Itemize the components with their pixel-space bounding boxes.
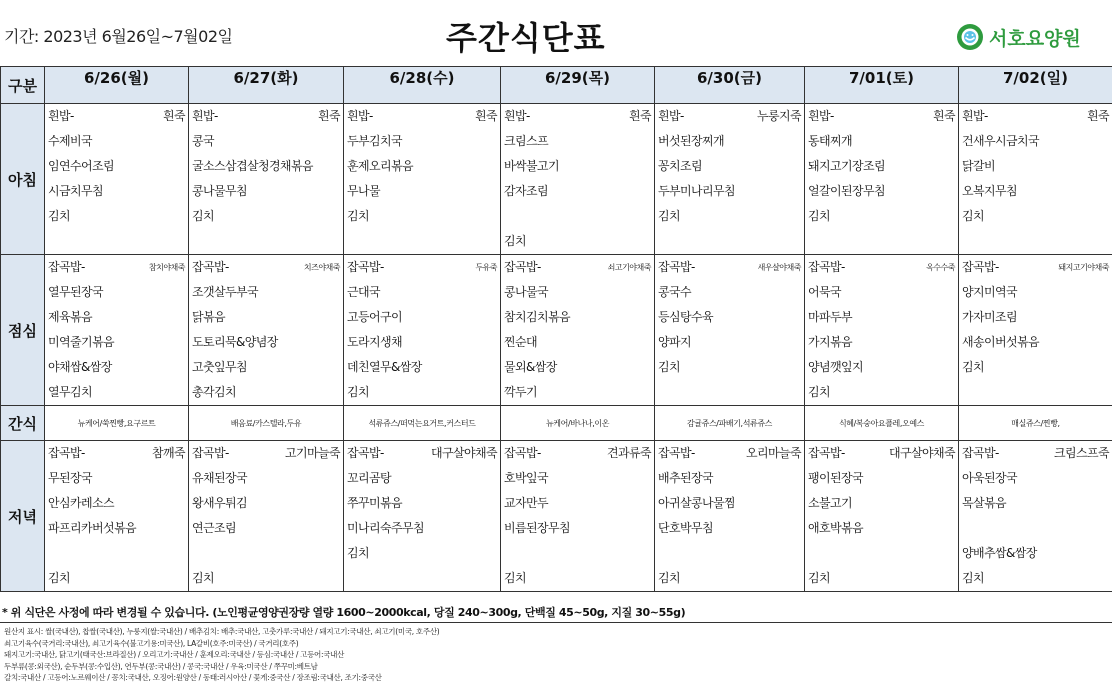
porridge-item: 치즈야채죽	[303, 263, 340, 272]
snack-row	[1, 406, 1112, 441]
porridge-item: 대구살야채죽	[889, 446, 955, 460]
snack-item: 식혜/복숭아요플레,오예스	[805, 406, 959, 441]
snack-item: 석류쥬스/떠먹는요거트,커스터드	[344, 406, 501, 441]
menu-item: 크림스프	[504, 134, 548, 148]
menu-item: 도토리묵&양념장	[192, 335, 278, 349]
menu-item: 연근조림	[192, 521, 236, 535]
menu-cell	[45, 104, 189, 255]
menu-item	[344, 229, 500, 254]
menu-item: 김치	[962, 209, 984, 223]
menu-cell	[805, 441, 959, 592]
menu-item: 양파지	[658, 335, 691, 349]
menu-item: 어묵국	[808, 285, 841, 299]
origin-info	[4, 626, 1108, 684]
meal-label: 간식	[1, 406, 45, 441]
porridge-item: 흰죽	[475, 109, 497, 123]
menu-item	[189, 541, 343, 566]
porridge-item: 쇠고기야채죽	[607, 263, 651, 272]
breakfast-row	[1, 104, 1112, 255]
rice-porridge-line	[959, 104, 1112, 129]
rice-item: 잡곡밥-	[962, 446, 999, 460]
menu-item	[959, 380, 1112, 405]
menu-item: 야채쌈&쌈장	[48, 360, 112, 374]
menu-item	[45, 541, 188, 566]
menu-item: 유채된장국	[192, 471, 247, 485]
menu-item: 열무된장국	[48, 285, 103, 299]
rice-porridge-line	[805, 441, 958, 466]
menu-item	[805, 541, 958, 566]
porridge-item: 흰죽	[1087, 109, 1109, 123]
menu-item: 두부미나리무침	[658, 184, 735, 198]
porridge-item: 흰죽	[629, 109, 651, 123]
menu-item: 굴소스삼겹살청경채볶음	[192, 159, 313, 173]
rice-porridge-line	[501, 441, 654, 466]
menu-cell	[501, 255, 655, 406]
rice-porridge-line	[805, 104, 958, 129]
smile-logo-icon	[955, 22, 985, 52]
menu-item: 미역줄기볶음	[48, 335, 114, 349]
rice-porridge-line	[655, 255, 804, 280]
origin-line: 갈치:국내산 / 고등어:노르웨이산 / 꽁치:국내산, 오징어:원양산 / 동태:러시아산 / 꽃게:중국산 / 장조림:국내산, 조기:중국산	[4, 673, 382, 683]
menu-cell	[501, 441, 655, 592]
menu-item: 콩국	[192, 134, 214, 148]
period-label: 기간: 2023년 6월26일~7월02일	[4, 27, 233, 46]
menu-cell	[959, 255, 1112, 406]
lunch-row	[1, 255, 1112, 406]
menu-item: 김치	[808, 209, 830, 223]
menu-item: 가자미조림	[962, 310, 1017, 324]
porridge-item: 참깨죽	[152, 446, 185, 460]
rice-item: 흰밥-	[658, 109, 684, 123]
menu-cell	[655, 255, 805, 406]
day-header: 6/30(금)	[655, 67, 805, 104]
dinner-row	[1, 441, 1112, 592]
menu-cell	[189, 104, 344, 255]
porridge-item: 오리마늘죽	[746, 446, 801, 460]
menu-item: 양배추쌈&쌈장	[962, 546, 1037, 560]
rice-item: 잡곡밥-	[347, 260, 384, 274]
rice-porridge-line	[189, 441, 343, 466]
rice-item: 잡곡밥-	[658, 260, 695, 274]
menu-item: 총각김치	[192, 385, 236, 399]
rice-porridge-line	[959, 441, 1112, 466]
menu-item: 목살볶음	[962, 496, 1006, 510]
porridge-item: 새우살야채죽	[757, 263, 801, 272]
menu-cell	[959, 104, 1112, 255]
menu-item: 아욱된장국	[962, 471, 1017, 485]
menu-item: 고춧잎무침	[192, 360, 247, 374]
porridge-item: 크림스프죽	[1054, 446, 1109, 460]
menu-item: 김치	[504, 234, 526, 248]
porridge-item: 돼지고기야채죽	[1058, 263, 1109, 272]
menu-cell	[501, 104, 655, 255]
rice-porridge-line	[189, 255, 343, 280]
menu-item: 김치	[48, 209, 70, 223]
menu-item: 배추된장국	[658, 471, 713, 485]
origin-line: 돼지고기:국내산, 닭고기(태국산:브라질산) / 오리고기:국내산 / 훈제오리:국내산 / 등심:국내산 / 고등어:국내산	[4, 650, 345, 660]
menu-item: 두부김치국	[347, 134, 402, 148]
rice-porridge-line	[45, 104, 188, 129]
menu-item: 안심카레소스	[48, 496, 114, 510]
logo-text: 서호요양원	[989, 27, 1081, 50]
menu-item: 마파두부	[808, 310, 852, 324]
porridge-item: 옥수수죽	[926, 263, 955, 272]
meal-label: 점심	[1, 255, 45, 406]
menu-item: 임연수어조림	[48, 159, 114, 173]
menu-item: 김치	[48, 571, 70, 585]
menu-cell	[189, 441, 344, 592]
menu-item: 양지미역국	[962, 285, 1017, 299]
header-row	[1, 67, 1112, 104]
menu-item	[655, 229, 804, 254]
menu-item: 조갯살두부국	[192, 285, 258, 299]
day-header: 6/29(목)	[501, 67, 655, 104]
rice-item: 잡곡밥-	[347, 446, 384, 460]
menu-item: 등심탕수육	[658, 310, 713, 324]
menu-item: 콩나물무침	[192, 184, 247, 198]
menu-item: 감자조림	[504, 184, 548, 198]
rice-porridge-line	[45, 441, 188, 466]
menu-cell	[655, 441, 805, 592]
menu-item: 김치	[658, 571, 680, 585]
menu-item	[959, 229, 1112, 254]
menu-item	[501, 204, 654, 229]
menu-item: 시금치무침	[48, 184, 103, 198]
menu-cell	[45, 441, 189, 592]
rice-item: 흰밥-	[504, 109, 530, 123]
day-header: 7/02(일)	[959, 67, 1112, 104]
rice-item: 잡곡밥-	[192, 446, 229, 460]
menu-item: 근대국	[347, 285, 380, 299]
menu-cell	[344, 441, 501, 592]
menu-item: 바싹불고기	[504, 159, 559, 173]
menu-item: 얼갈이된장무침	[808, 184, 885, 198]
origin-line: 원산지 표시: 쌀(국내산), 찹쌀(국내산), 누룽지(쌀:국내산) / 배추김치: 배추:국내산, 고춧가루:국내산 / 돼지고기:국내산, 쇠고기(미국, 호주산)	[4, 627, 440, 636]
menu-item: 김치	[658, 209, 680, 223]
porridge-item: 두유죽	[475, 263, 497, 272]
menu-item: 꽁치조림	[658, 159, 702, 173]
notice-text: * 위 식단은 사정에 따라 변경될 수 있습니다. (노인평균영양권장량 열량 1600~2000kcal, 당질 240~300g, 단백질 45~50g, 지질 30~55g)	[2, 606, 686, 619]
menu-item: 팽이된장국	[808, 471, 863, 485]
menu-item: 새송이버섯볶음	[962, 335, 1039, 349]
menu-item	[501, 541, 654, 566]
snack-item: 배음료/카스텔라,두유	[189, 406, 344, 441]
rice-item: 흰밥-	[808, 109, 834, 123]
category-header: 구분	[1, 67, 45, 104]
rice-item: 흰밥-	[48, 109, 74, 123]
menu-item: 비름된장무침	[504, 521, 570, 535]
porridge-item: 누룽지죽	[757, 109, 801, 123]
menu-item: 도라지생채	[347, 335, 402, 349]
day-header: 6/26(월)	[45, 67, 189, 104]
menu-item: 미나리숙주무침	[347, 521, 424, 535]
menu-item	[189, 229, 343, 254]
menu-cell	[344, 104, 501, 255]
menu-item: 양념깻잎지	[808, 360, 863, 374]
menu-item: 훈제오리볶음	[347, 159, 413, 173]
rice-porridge-line	[189, 104, 343, 129]
rice-item: 잡곡밥-	[504, 446, 541, 460]
menu-item: 참치김치볶음	[504, 310, 570, 324]
rice-item: 잡곡밥-	[48, 260, 85, 274]
menu-item: 교자만두	[504, 496, 548, 510]
menu-item: 왕새우튀김	[192, 496, 247, 510]
menu-item: 김치	[347, 546, 369, 560]
menu-cell	[45, 255, 189, 406]
rice-item: 잡곡밥-	[658, 446, 695, 460]
porridge-item: 대구살야채죽	[431, 446, 497, 460]
menu-item: 건새우시금치국	[962, 134, 1039, 148]
menu-item: 물외&쌈장	[504, 360, 557, 374]
menu-item: 애호박볶음	[808, 521, 863, 535]
menu-item: 소불고기	[808, 496, 852, 510]
rice-item: 흰밥-	[962, 109, 988, 123]
page-title: 주간식단표	[446, 19, 606, 57]
menu-item	[805, 229, 958, 254]
menu-item: 무된장국	[48, 471, 92, 485]
menu-item: 제육볶음	[48, 310, 92, 324]
menu-cell	[189, 255, 344, 406]
menu-item: 데친열무&쌈장	[347, 360, 422, 374]
rice-porridge-line	[805, 255, 958, 280]
day-header: 7/01(토)	[805, 67, 959, 104]
rice-porridge-line	[344, 104, 500, 129]
menu-item: 가지볶음	[808, 335, 852, 349]
rice-item: 잡곡밥-	[192, 260, 229, 274]
menu-item: 단호박무침	[658, 521, 713, 535]
menu-item: 수제비국	[48, 134, 92, 148]
snack-item: 뉴케어/쑥찐빵,요구르트	[45, 406, 189, 441]
porridge-item: 고기마늘죽	[285, 446, 340, 460]
snack-item: 뉴케어/바나나,이온	[501, 406, 655, 441]
porridge-item: 흰죽	[163, 109, 185, 123]
rice-porridge-line	[655, 441, 804, 466]
rice-porridge-line	[344, 255, 500, 280]
menu-cell	[959, 441, 1112, 592]
menu-item: 동태찌개	[808, 134, 852, 148]
porridge-item: 흰죽	[933, 109, 955, 123]
rice-item: 잡곡밥-	[808, 446, 845, 460]
weekly-menu-table	[0, 66, 1112, 592]
day-header: 6/28(수)	[344, 67, 501, 104]
menu-item: 파프리카버섯볶음	[48, 521, 136, 535]
porridge-item: 흰죽	[318, 109, 340, 123]
menu-item: 김치	[808, 571, 830, 585]
rice-porridge-line	[655, 104, 804, 129]
snack-item: 매실쥬스/찐빵,	[959, 406, 1112, 441]
rice-item: 흰밥-	[192, 109, 218, 123]
menu-item: 쭈꾸미볶음	[347, 496, 402, 510]
menu-item: 찐순대	[504, 335, 537, 349]
menu-item: 콩나물국	[504, 285, 548, 299]
menu-cell	[805, 255, 959, 406]
menu-item: 무나물	[347, 184, 380, 198]
rice-porridge-line	[344, 441, 500, 466]
menu-item: 아귀살콩나물찜	[658, 496, 735, 510]
menu-item: 콩국수	[658, 285, 691, 299]
menu-item: 호박잎국	[504, 471, 548, 485]
menu-item: 김치	[962, 571, 984, 585]
menu-item: 돼지고기장조림	[808, 159, 885, 173]
menu-cell	[655, 104, 805, 255]
logo	[955, 22, 1081, 52]
rice-porridge-line	[45, 255, 188, 280]
menu-item: 김치	[192, 571, 214, 585]
menu-item: 꼬리곰탕	[347, 471, 391, 485]
rice-item: 흰밥-	[347, 109, 373, 123]
rice-item: 잡곡밥-	[504, 260, 541, 274]
rice-item: 잡곡밥-	[962, 260, 999, 274]
menu-item: 김치	[192, 209, 214, 223]
menu-item: 김치	[347, 385, 369, 399]
menu-item: 깍두기	[504, 385, 537, 399]
porridge-item: 참치야채죽	[148, 263, 185, 272]
rice-porridge-line	[959, 255, 1112, 280]
header	[0, 0, 1112, 66]
divider	[0, 622, 1112, 623]
menu-item	[45, 229, 188, 254]
menu-item: 김치	[658, 360, 680, 374]
menu-item: 고등어구이	[347, 310, 402, 324]
menu-item: 오복지무침	[962, 184, 1017, 198]
origin-line: 두부류(콩:외국산), 순두부(콩:수입산), 연두부(콩:국내산) / 콩국:국내산 / 우육:미국산 / 쭈꾸미:베트남	[4, 661, 318, 671]
menu-item: 닭갈비	[962, 159, 995, 173]
menu-cell	[344, 255, 501, 406]
menu-item	[344, 566, 500, 591]
meal-label: 저녁	[1, 441, 45, 592]
menu-item: 김치	[962, 360, 984, 374]
menu-item: 열무김치	[48, 385, 92, 399]
porridge-item: 견과류죽	[607, 446, 651, 460]
day-header: 6/27(화)	[189, 67, 344, 104]
rice-porridge-line	[501, 104, 654, 129]
snack-item: 감귤쥬스/파배기,석류쥬스	[655, 406, 805, 441]
menu-item: 김치	[504, 571, 526, 585]
rice-porridge-line	[501, 255, 654, 280]
menu-item	[655, 380, 804, 405]
menu-item: 김치	[347, 209, 369, 223]
menu-item: 버섯된장찌개	[658, 134, 724, 148]
origin-line: 쇠고기육수(국거리:국내산), 쇠고기육수(불고기용:미국산), LA갈비(호주:미국산) / 국거리(호주)	[4, 638, 299, 648]
rice-item: 잡곡밥-	[808, 260, 845, 274]
menu-item: 닭볶음	[192, 310, 225, 324]
menu-cell	[805, 104, 959, 255]
menu-item	[655, 541, 804, 566]
rice-item: 잡곡밥-	[48, 446, 85, 460]
menu-item	[959, 516, 1112, 541]
menu-item: 김치	[808, 385, 830, 399]
meal-label: 아침	[1, 104, 45, 255]
